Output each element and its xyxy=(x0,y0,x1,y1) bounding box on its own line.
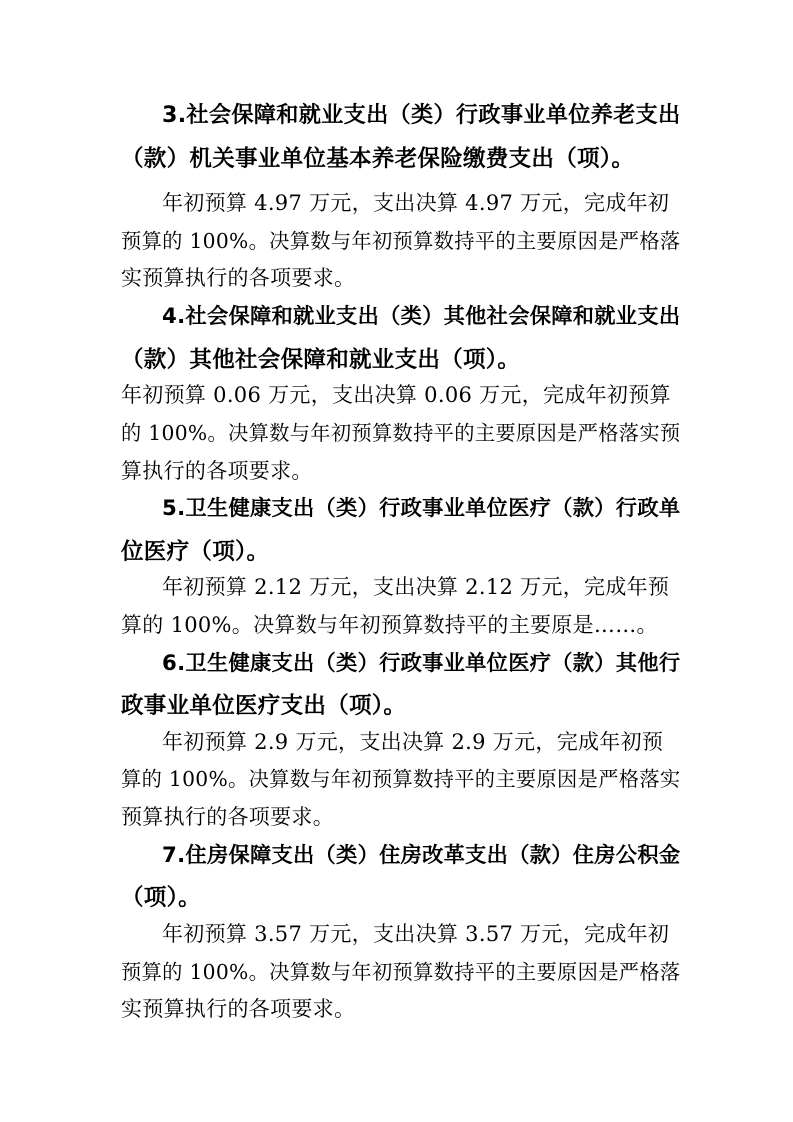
paragraph-line: 预算的 100%。决算数与年初预算数持平的主要原因是严格落 xyxy=(121,229,681,253)
paragraph-line: 年初预算 2.12 万元，支出决算 2.12 万元，完成年预 xyxy=(162,575,670,599)
paragraph-line: 算的 100%。决算数与年初预算数持平的主要原因是严格落实 xyxy=(121,767,681,791)
paragraph-line: 预算的 100%。决算数与年初预算数持平的主要原因是严格落 xyxy=(121,960,681,984)
section-heading-line: 政事业单位医疗支出（项）。 xyxy=(121,693,407,719)
section-heading-line: （款）其他社会保障和就业支出（项）。 xyxy=(121,347,521,373)
section-heading-line: 4.社会保障和就业支出（类）其他社会保障和就业支出 xyxy=(162,304,681,329)
paragraph-line: 预算执行的各项要求。 xyxy=(121,805,334,829)
paragraph-line: 的 100%。决算数与年初预算数持平的主要原因是严格落实预 xyxy=(121,421,681,445)
paragraph-line: 年初预算 3.57 万元，支出决算 3.57 万元，完成年初 xyxy=(162,922,670,946)
section-heading-line: （款）机关事业单位基本养老保险缴费支出（项）。 xyxy=(121,146,635,172)
section-heading-line: 7.住房保障支出（类）住房改革支出（款）住房公积金 xyxy=(162,843,681,868)
section-heading-line: （项）。 xyxy=(121,885,201,911)
paragraph-line: 年初预算 4.97 万元，支出决算 4.97 万元，完成年初 xyxy=(162,191,670,215)
paragraph-line: 实预算执行的各项要求。 xyxy=(121,997,356,1021)
paragraph-line: 年初预算 0.06 万元，支出决算 0.06 万元，完成年初预算 xyxy=(121,383,671,407)
section-heading-line: 6.卫生健康支出（类）行政事业单位医疗（款）其他行 xyxy=(162,651,681,676)
section-heading-line: 位医疗（项）。 xyxy=(121,539,270,565)
paragraph-line: 实预算执行的各项要求。 xyxy=(121,266,356,290)
section-heading-line: 5.卫生健康支出（类）行政事业单位医疗（款）行政单 xyxy=(162,496,681,521)
paragraph-line: 算的 100%。决算数与年初预算数持平的主要原是……。 xyxy=(121,613,658,637)
section-heading-line: 3.社会保障和就业支出（类）行政事业单位养老支出 xyxy=(162,102,681,128)
paragraph-line: 算执行的各项要求。 xyxy=(121,459,313,483)
paragraph-line: 年初预算 2.9 万元，支出决算 2.9 万元，完成年初预 xyxy=(162,730,664,754)
